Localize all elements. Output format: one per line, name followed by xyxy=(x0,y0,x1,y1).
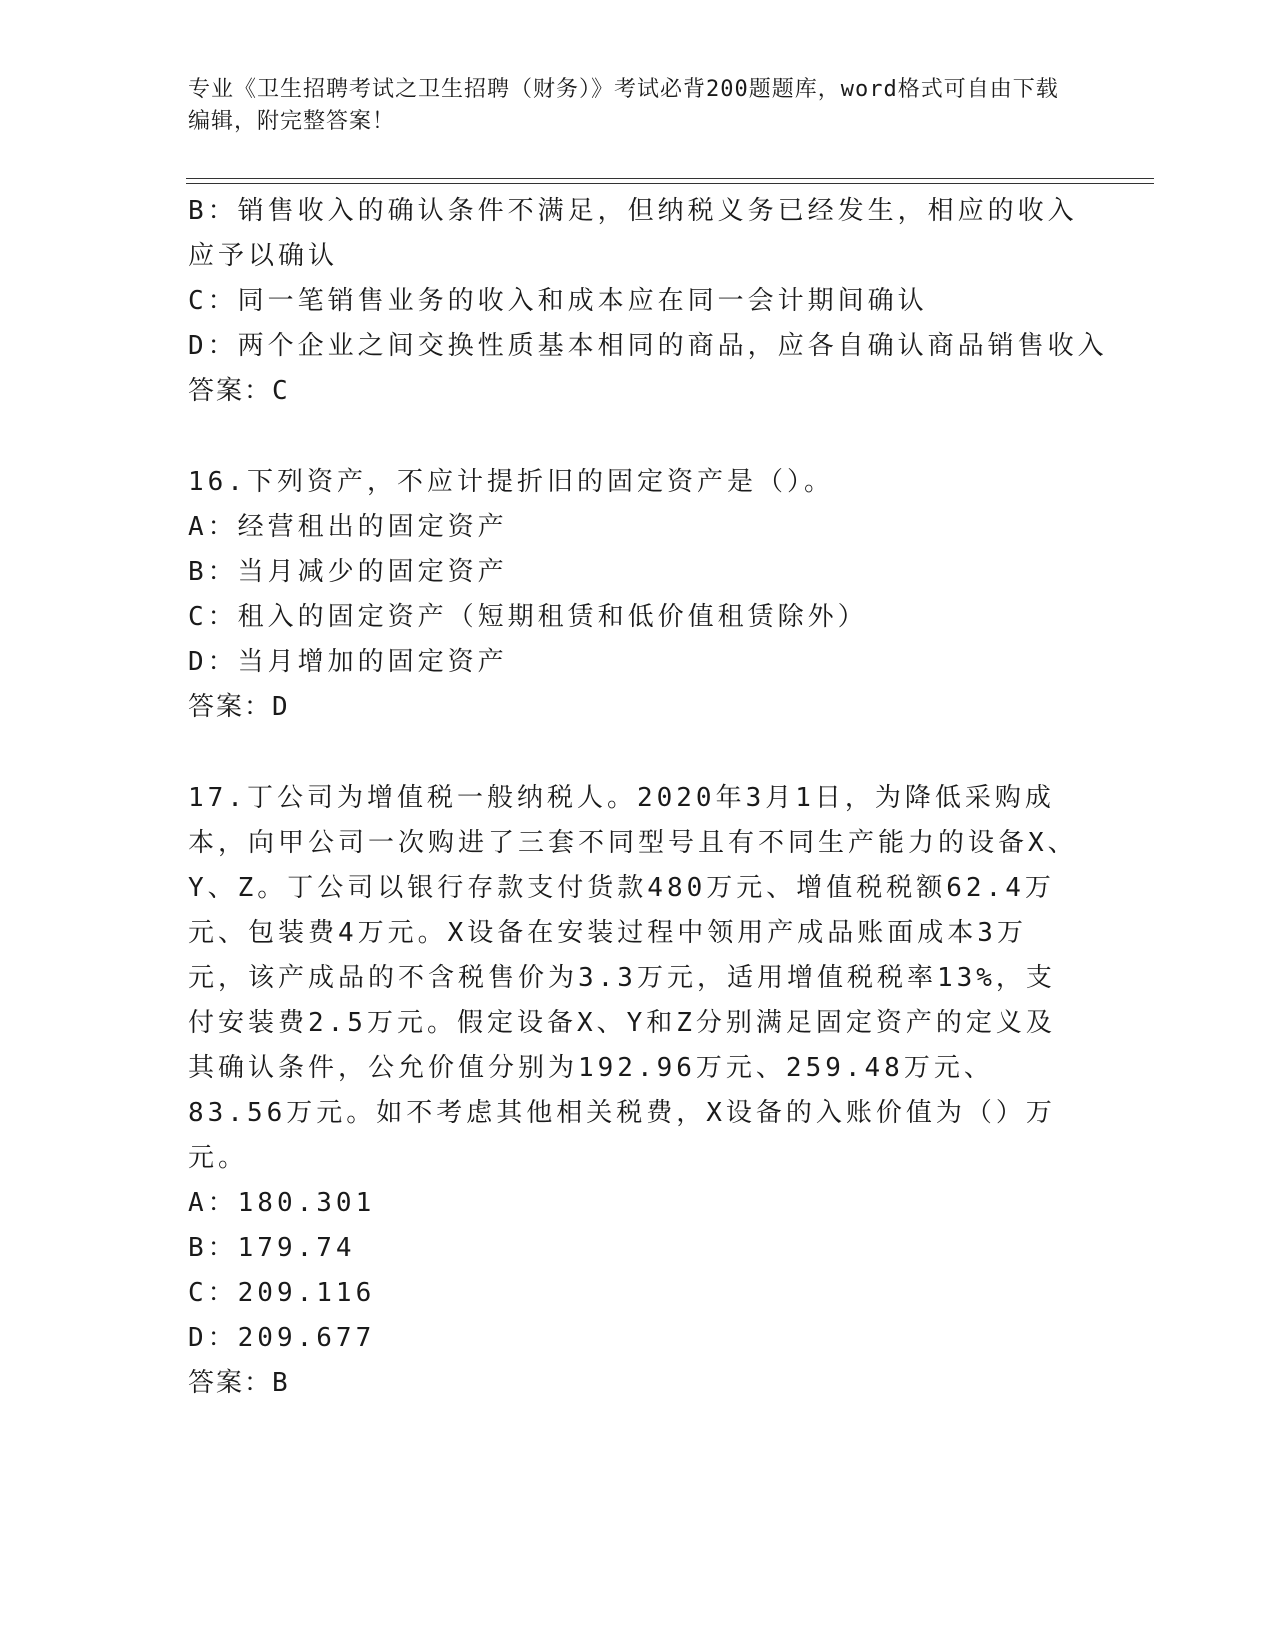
header-rule-bottom xyxy=(186,183,1154,184)
option-b: B：销售收入的确认条件不满足，但纳税义务已经发生，相应的收入应予以确认 xyxy=(188,196,1078,271)
option-c: C：同一笔销售业务的收入和成本应在同一会计期间确认 xyxy=(188,286,928,316)
option-b: B：当月减少的固定资产 xyxy=(188,557,508,587)
option-c: C：租入的固定资产（短期租赁和低价值租赁除外） xyxy=(188,602,868,632)
header-rule-top xyxy=(186,178,1154,179)
question-stem: 16.下列资产，不应计提折旧的固定资产是（）。 xyxy=(188,467,834,497)
option-b: B：179.74 xyxy=(188,1233,356,1263)
answer: 答案：D xyxy=(188,692,290,722)
option-c: C：209.116 xyxy=(188,1278,376,1308)
option-a: A：180.301 xyxy=(188,1188,376,1218)
spacer xyxy=(188,730,1078,776)
document-header xyxy=(188,74,1068,138)
option-d: D：209.677 xyxy=(188,1323,376,1353)
header-text: 专业《卫生招聘考试之卫生招聘（财务）》考试必背200题题库，word格式可自由下载编辑，附完整答案！ xyxy=(188,77,1059,134)
question-stem: 17.丁公司为增值税一般纳税人。2020年3月1日，为降低采购成本，向甲公司一次购进了三套不同型号且有不同生产能力的设备X、Y、Z。丁公司以银行存款支付货款480万元、增值税税额62.4万元、包装费4万元。X设备在安装过程中领用产成品账面成本3万元，该产成品的不含税售价为3.3万元，适用增值税税率13%，支付安装费2.5万元。假定设备X、Y和Z分别满足固定资产的定义及其确认条件，公允价值分别为192.96万元、259.48万元、83.56万元。如不考虑其他相关税费，X设备的入账价值为（）万元。 xyxy=(188,783,1078,1173)
option-a: A：经营租出的固定资产 xyxy=(188,512,508,542)
document-body xyxy=(188,189,1108,1406)
answer: 答案：B xyxy=(188,1368,290,1398)
option-d: D：当月增加的固定资产 xyxy=(188,647,508,677)
question-16 xyxy=(188,460,1078,730)
question-17 xyxy=(188,776,1078,1406)
spacer xyxy=(188,414,1078,460)
answer: 答案：C xyxy=(188,376,290,406)
option-d: D：两个企业之间交换性质基本相同的商品，应各自确认商品销售收入 xyxy=(188,331,1108,361)
prev-question xyxy=(188,189,1108,414)
